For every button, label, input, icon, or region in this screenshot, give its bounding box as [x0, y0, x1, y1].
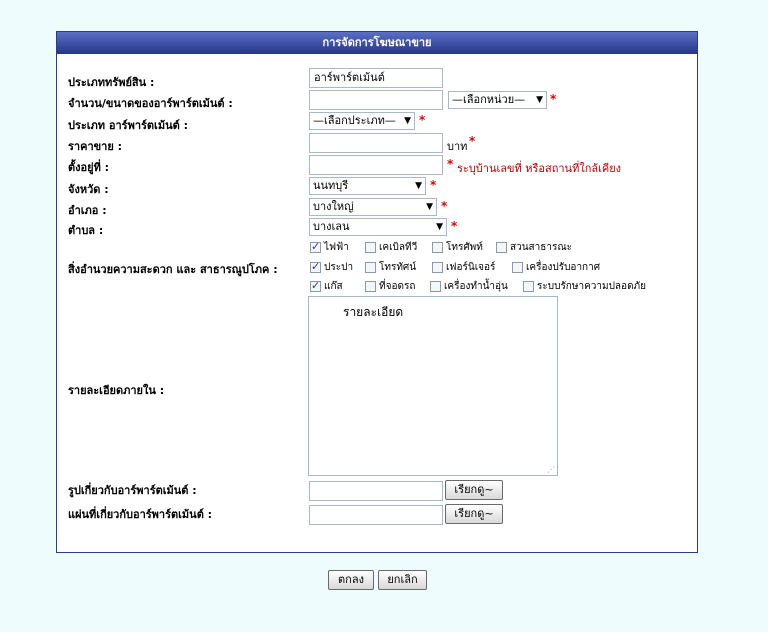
facility-checkbox-air-conditioner[interactable] — [512, 260, 600, 275]
apartment-type-select[interactable] — [309, 112, 415, 130]
province-select-value: นนทบุรี — [313, 179, 349, 192]
facility-checkbox-cable-tv[interactable] — [365, 240, 417, 255]
size-label: จำนวน/ขนาดของอาร์พาร์ตเม้นต์ : — [68, 97, 233, 110]
facility-label: เฟอร์นิเจอร์ — [446, 262, 496, 273]
checkbox-checked[interactable] — [310, 242, 321, 253]
facility-label: ระบบรักษาความปลอดภัย — [537, 281, 647, 292]
facility-label: โทรศัพท์ — [446, 242, 483, 253]
required-mark: * — [550, 92, 557, 106]
required-mark: * — [419, 113, 426, 127]
chevron-down-icon: ▼ — [436, 222, 443, 232]
chevron-down-icon: ▼ — [426, 202, 433, 212]
facility-checkbox-gas[interactable] — [310, 279, 343, 294]
facility-label: เครื่องปรับอากาศ — [526, 262, 601, 273]
checkbox-checked[interactable] — [310, 281, 321, 292]
checkbox[interactable] — [432, 242, 443, 253]
ok-button[interactable]: ตกลง — [328, 570, 374, 590]
browse-tilde-icon: ~ — [484, 507, 494, 520]
resize-grip-icon[interactable]: ⋰ — [547, 465, 555, 474]
subdistrict-select-value: บางเลน — [313, 220, 350, 233]
subdistrict-select[interactable] — [309, 218, 447, 236]
checkbox[interactable] — [496, 242, 507, 253]
property-type-label: ประเภททรัพย์สิน : — [68, 76, 155, 89]
size-input[interactable] — [309, 90, 443, 110]
facility-label: สวนสาธารณะ — [510, 242, 573, 253]
map-browse-button[interactable] — [445, 504, 503, 524]
map-label: แผ่นที่เกี่ยวกับอาร์พาร์ตเม้นต์ : — [68, 508, 213, 521]
details-textarea[interactable] — [308, 296, 558, 476]
unit-select[interactable] — [448, 91, 547, 109]
location-label: ตั้งอยู่ที่ : — [68, 161, 110, 174]
facility-label: ประปา — [324, 262, 354, 273]
facilities-label: สิ่งอำนวยความสะดวก และ สาธารณูปโภค : — [68, 263, 278, 276]
facility-checkbox-security[interactable] — [523, 279, 646, 294]
facility-label: โทรทัศน์ — [379, 262, 417, 273]
facility-checkbox-water[interactable] — [310, 260, 353, 275]
chevron-down-icon: ▼ — [404, 116, 411, 126]
checkbox[interactable] — [365, 281, 376, 292]
facility-label: ไฟฟ้า — [324, 242, 349, 253]
photo-browse-button[interactable] — [445, 480, 503, 500]
facility-checkbox-electricity[interactable] — [310, 240, 349, 255]
facility-checkbox-furniture[interactable] — [432, 260, 495, 275]
checkbox[interactable] — [365, 262, 376, 273]
facility-checkbox-water-heater[interactable] — [430, 279, 508, 294]
facility-label: เคเบิลทีวี — [379, 242, 418, 253]
details-text: รายละเอียด — [343, 305, 404, 319]
district-select-value: บางใหญ่ — [313, 200, 354, 213]
facility-label: แก๊ส — [324, 281, 343, 292]
cancel-button[interactable]: ยกเลิก — [378, 570, 427, 590]
browse-label: เรียกดู — [454, 483, 485, 496]
details-label: รายละเอียดภายใน : — [68, 384, 165, 397]
checkbox-checked[interactable] — [310, 262, 321, 273]
district-select[interactable] — [309, 198, 437, 216]
panel-title: การจัดการโฆษณาขาย — [57, 32, 697, 54]
facility-checkbox-television[interactable] — [365, 260, 416, 275]
required-mark: * — [441, 199, 448, 213]
unit-select-value: —เลือกหน่วย— — [452, 93, 526, 106]
property-type-input[interactable]: อาร์พาร์ตเม้นต์ — [309, 68, 443, 88]
required-mark: * — [469, 134, 476, 148]
required-mark: * — [430, 178, 437, 192]
apartment-type-label: ประเภท อาร์พาร์ตเม้นต์ : — [68, 119, 188, 132]
browse-tilde-icon: ~ — [484, 483, 494, 496]
district-label: อำเภอ : — [68, 204, 107, 217]
subdistrict-label: ตำบล : — [68, 224, 104, 237]
photo-file-input[interactable] — [309, 481, 443, 501]
checkbox[interactable] — [523, 281, 534, 292]
required-mark: * — [447, 157, 454, 171]
browse-label: เรียกดู — [454, 507, 485, 520]
price-input[interactable] — [309, 133, 443, 153]
location-note: ระบุบ้านเลขที่ หรือสถานที่ใกล้เคียง — [457, 162, 622, 175]
facility-label: เครื่องทำน้ำอุ่น — [444, 281, 508, 292]
checkbox[interactable] — [512, 262, 523, 273]
chevron-down-icon: ▼ — [415, 181, 422, 191]
facility-checkbox-telephone[interactable] — [432, 240, 483, 255]
price-label: ราคาขาย : — [68, 140, 122, 153]
chevron-down-icon: ▼ — [536, 95, 543, 105]
province-label: จังหวัด : — [68, 183, 109, 196]
apartment-type-select-value: —เลือกประเภท— — [313, 114, 396, 127]
photo-label: รูปเกี่ยวกับอาร์พาร์ตเม้นต์ : — [68, 484, 197, 497]
checkbox[interactable] — [432, 262, 443, 273]
province-select[interactable] — [309, 177, 426, 195]
price-unit: บาท — [447, 140, 468, 153]
facility-checkbox-parking[interactable] — [365, 279, 415, 294]
required-mark: * — [451, 219, 458, 233]
facility-checkbox-park[interactable] — [496, 240, 572, 255]
checkbox[interactable] — [430, 281, 441, 292]
checkbox[interactable] — [365, 242, 376, 253]
facility-label: ที่จอดรถ — [379, 281, 416, 292]
map-file-input[interactable] — [309, 505, 443, 525]
location-input[interactable] — [309, 155, 443, 175]
